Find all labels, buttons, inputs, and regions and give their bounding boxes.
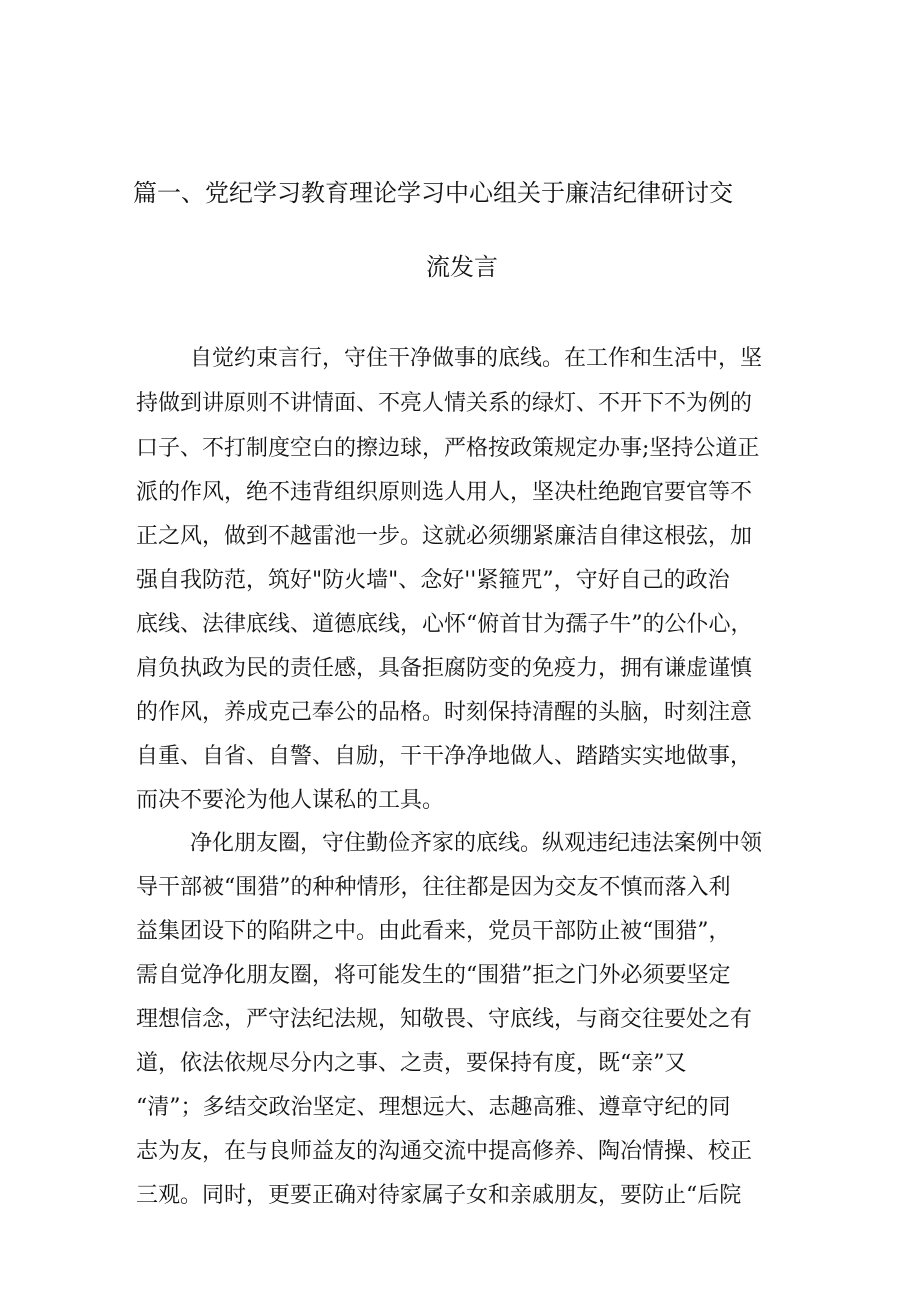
body-line-15: 需自觉净化朋友圈，将可能发生的“围猎”拒之门外必须要坚定 [136,963,731,988]
body-line-17: 道，依法依规尽分内之事、之责，要保持有度，既“亲”又 [136,1051,687,1076]
body-line-11: 而决不要沦为他人谋私的工具。 [136,788,445,813]
body-line-4: 派的作风，绝不违背组织原则选人用人，坚决杜绝跑官要官等不 [136,480,753,505]
body-line-16: 理想信念，严守法纪法规，知敬畏、守底线，与商交往要处之有 [136,1007,753,1032]
body-line-8: 肩负执政为民的责任感，具备拒腐防变的免疫力，拥有谦虚谨慎 [136,656,753,681]
body-line-12: 净化朋友圈，守住勤俭齐家的底线。纵观违纪违法案例中领 [190,831,763,856]
body-line-2: 持做到讲原则不讲情面、不亮人情关系的绿灯、不开下不为例的 [136,391,753,416]
document-title-line-2: 流发言 [426,253,498,281]
body-line-7: 底线、法律底线、道德底线，心怀“俯首甘为孺子牛”的公仆心， [136,612,753,637]
body-line-6: 强自我防范，筑好"防火墙"、念好''紧箍咒”，守好自己的政治 [136,568,730,593]
body-line-9: 的作风，养成克己奉公的品格。时刻保持清醒的头脑，时刻注意 [136,700,753,725]
body-line-10: 自重、自省、自警、自励，干干净净地做人、踏踏实实地做事， [136,744,753,769]
body-line-3: 口子、不打制度空白的擦边球，严格按政策规定办事;坚持公道正 [136,436,760,461]
body-line-13: 导干部被“围猎”的种种情形，往往都是因为交友不慎而落入利 [136,875,731,900]
body-line-1: 自觉约束言行，守住干净做事的底线。在工作和生活中，坚 [190,346,763,371]
body-line-19: 志为友，在与良师益友的沟通交流中提高修养、陶冶情操、校正 [136,1139,753,1164]
body-line-5: 正之风，做到不越雷池一步。这就必须绷紧廉洁自律这根弦，加 [136,524,753,549]
document-title-line-1: 篇一、党纪学习教育理论学习中心组关于廉洁纪律研讨交 [133,179,733,207]
body-line-18: “清”；多结交政治坚定、理想远大、志趣高雅、遵章守纪的同 [136,1095,731,1120]
body-line-14: 益集团设下的陷阱之中。由此看来，党员干部防止被“围猎”， [136,919,731,944]
body-line-20: 三观。同时，更要正确对待家属子女和亲戚朋友，要防止“后院 [136,1183,742,1208]
